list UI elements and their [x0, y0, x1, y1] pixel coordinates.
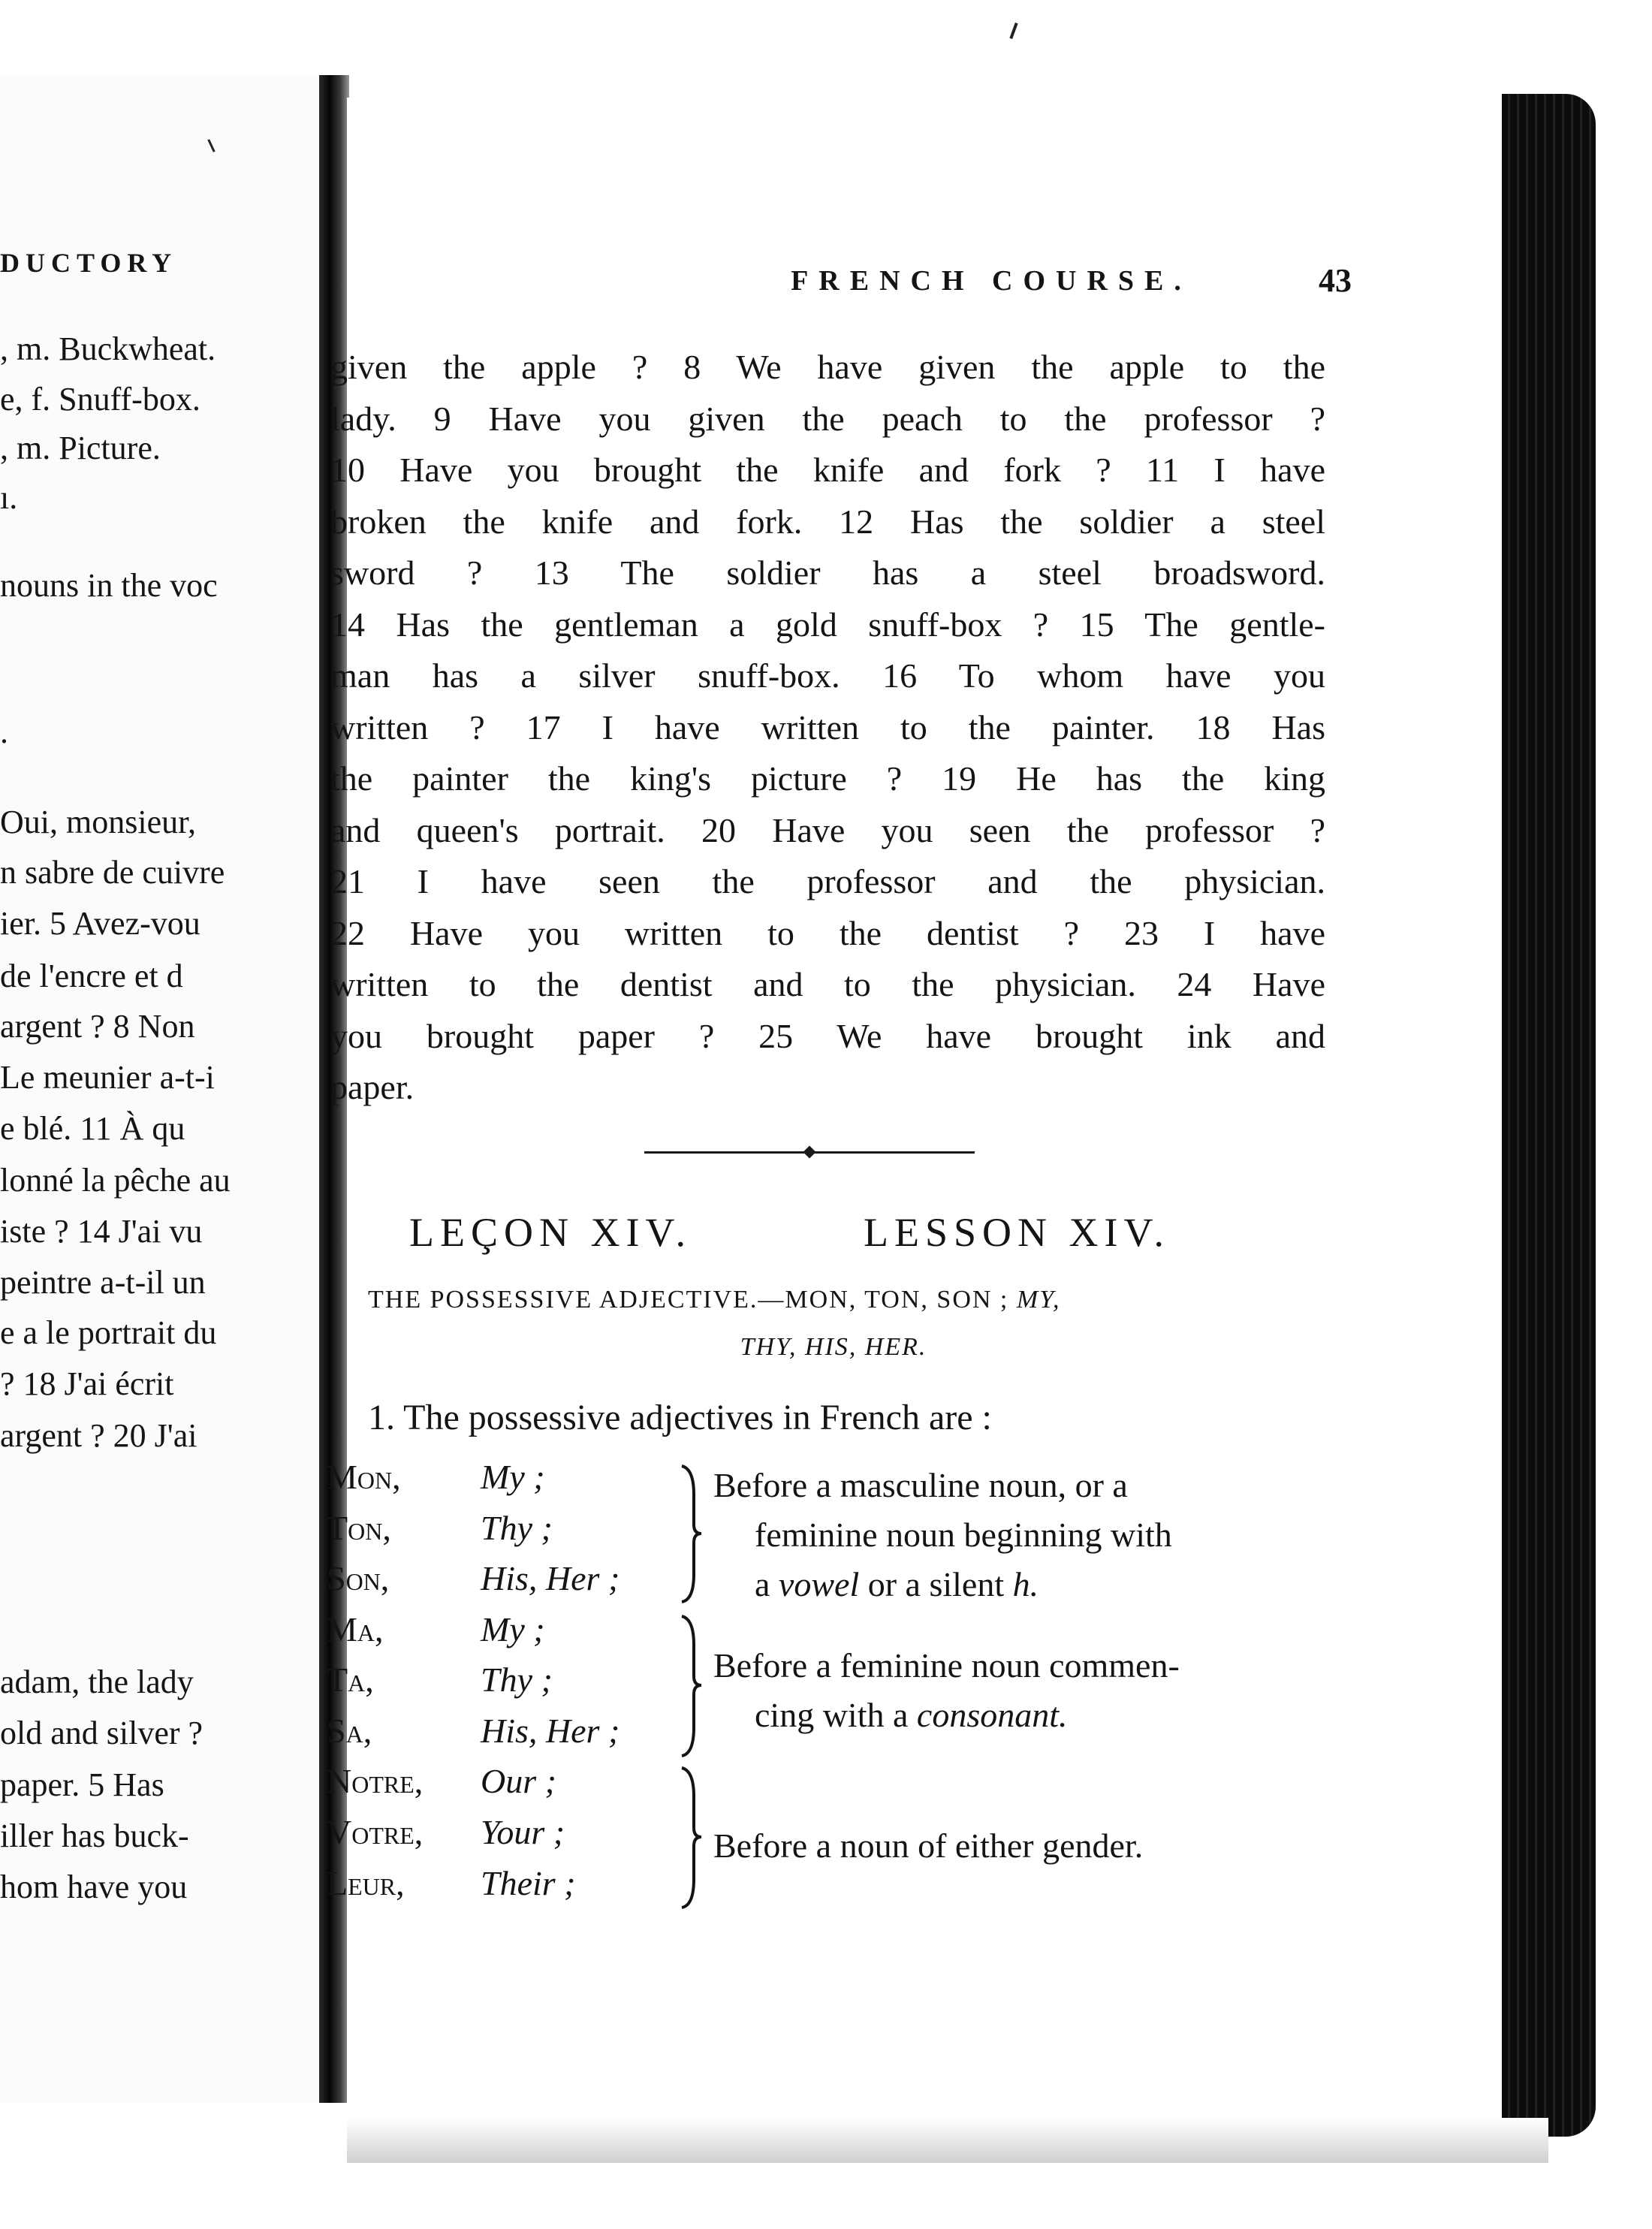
exercise-line: given the apple ? 8 We have given the apple to the [330, 348, 1325, 386]
gloss-italic: consonant. [916, 1696, 1068, 1734]
exercise-line: 21 I have seen the professor and the physician. [330, 862, 1325, 900]
left-line: ı. [0, 479, 18, 516]
exercise-line: 22 Have you written to the dentist ? 23 I have [330, 913, 1325, 952]
left-line: peintre a-t-il un [0, 1264, 206, 1301]
left-line: adam, the lady [0, 1663, 194, 1700]
left-line: e blé. 11 À qu [0, 1110, 185, 1147]
left-line: n sabre de cuivre [0, 854, 225, 891]
lesson-subheading-continued: THY, HIS, HER. [740, 1333, 927, 1361]
gloss-feminine [713, 1641, 1314, 1740]
left-page [0, 75, 319, 2103]
exercise-line: paper. [330, 1068, 415, 1106]
page-edge-binding [1502, 94, 1596, 2137]
adjective-english: Thy ; [481, 1509, 553, 1547]
exercise-line: sword ? 13 The soldier has a steel broadsword. [330, 553, 1325, 592]
gloss-line: Before a masculine noun, or a [713, 1466, 1128, 1504]
gloss-line: feminine noun beginning with [755, 1516, 1172, 1554]
left-line: argent ? 8 Non [0, 1008, 195, 1045]
exercise-line: 10 Have you brought the knife and fork ? 11 I have [330, 451, 1325, 489]
left-line: e, f. Snuff-box. [0, 381, 200, 418]
gloss-text: a [755, 1565, 779, 1603]
adjective-english: His, Her ; [481, 1712, 620, 1750]
exercise-line: broken the knife and fork. 12 Has the soldier a steel [330, 502, 1325, 541]
subheading-text: THE POSSESSIVE ADJECTIVE.—MON, TON, SON ; [368, 1286, 1009, 1314]
left-line: , m. Buckwheat. [0, 330, 216, 367]
adjective-french: Ta, [327, 1660, 374, 1699]
adjective-english: Your ; [481, 1813, 565, 1851]
gloss-italic: vowel [778, 1565, 860, 1603]
exercise-line: written ? 17 I have written to the painter. 18 Has [330, 707, 1325, 747]
adjective-english: Our ; [481, 1762, 556, 1800]
gloss-line: Before a noun of either gender. [713, 1826, 1144, 1865]
exercise-line: 14 Has the gentleman a gold snuff-box ? 15 The gentle- [330, 605, 1325, 644]
left-line: de l'encre et d [0, 958, 183, 994]
left-line: ier. 5 Avez-vou [0, 905, 200, 942]
exercise-paragraph [330, 342, 1325, 1114]
gloss-line [713, 1560, 1314, 1609]
left-line: , m. Picture. [0, 430, 161, 466]
brace-icon [676, 1464, 706, 1603]
subheading-text-italic: MY, [1016, 1286, 1061, 1314]
gloss-text: or a silent [859, 1565, 1013, 1603]
brace-icon [676, 1766, 706, 1909]
left-line: . [0, 713, 8, 750]
adjective-english: His, Her ; [481, 1559, 620, 1597]
gloss-line: Before a feminine noun commen- [713, 1646, 1180, 1685]
page-bottom-shadow [347, 2118, 1548, 2163]
adjective-french: Sa, [327, 1712, 372, 1750]
adjective-french: Mon, [327, 1458, 401, 1496]
gloss-italic: h. [1012, 1565, 1039, 1603]
left-line: nouns in the voc [0, 567, 218, 604]
exercise-line: the painter the king's picture ? 19 He has the king [330, 759, 1325, 798]
adjective-french: Ma, [327, 1610, 384, 1648]
adjective-french: Leur, [327, 1864, 405, 1902]
adjective-french: Notre, [327, 1762, 424, 1800]
rule-intro: 1. The possessive adjectives in French are : [368, 1398, 992, 1437]
exercise-line: you brought paper ? 25 We have brought ink and [330, 1016, 1325, 1055]
left-line: argent ? 20 J'ai [0, 1417, 197, 1454]
left-line: paper. 5 Has [0, 1766, 164, 1803]
adjective-english: My ; [481, 1610, 545, 1648]
gloss-text: cing with a [755, 1696, 917, 1734]
brace-icon [676, 1615, 706, 1757]
lesson-subheading [368, 1286, 1299, 1314]
left-line: e a le portrait du [0, 1314, 217, 1351]
adjective-english: Their ; [481, 1864, 576, 1902]
left-line: hom have you [0, 1869, 188, 1905]
exercise-line: lady. 9 Have you given the peach to the professor ? [330, 399, 1325, 438]
left-line: iste ? 14 J'ai vu [0, 1213, 203, 1250]
gloss-line [713, 1691, 1314, 1740]
left-page-text [0, 75, 319, 2103]
running-head: FRENCH COURSE. [791, 265, 1192, 297]
adjective-french: Son, [327, 1559, 390, 1597]
left-running-head: DUCTORY [0, 248, 178, 278]
gloss-either-gender [713, 1821, 1314, 1871]
exercise-line: written to the dentist and to the physician. 24 Have [330, 965, 1325, 1003]
left-line: Le meunier a-t-i [0, 1059, 215, 1096]
left-line: Oui, monsieur, [0, 804, 196, 840]
adjective-french: Ton, [327, 1509, 391, 1547]
adjective-french: Votre, [327, 1813, 424, 1851]
adjective-english: My ; [481, 1458, 545, 1496]
exercise-line: and queen's portrait. 20 Have you seen the professor ? [330, 810, 1325, 849]
scan-speck [1009, 23, 1017, 39]
lesson-title-french: LEÇON XIV. [409, 1210, 692, 1255]
exercise-line: man has a silver snuff-box. 16 To whom have you [330, 656, 1325, 695]
adjective-english: Thy ; [481, 1660, 553, 1699]
left-line: iller has buck- [0, 1817, 189, 1854]
left-line: lonné la pêche au [0, 1162, 231, 1199]
gloss-masculine [713, 1461, 1314, 1609]
left-line: old and silver ? [0, 1715, 203, 1751]
lesson-title-english: LESSON XIV. [864, 1210, 1171, 1255]
left-line: ? 18 J'ai écrit [0, 1365, 174, 1402]
page-number: 43 [1319, 262, 1352, 299]
